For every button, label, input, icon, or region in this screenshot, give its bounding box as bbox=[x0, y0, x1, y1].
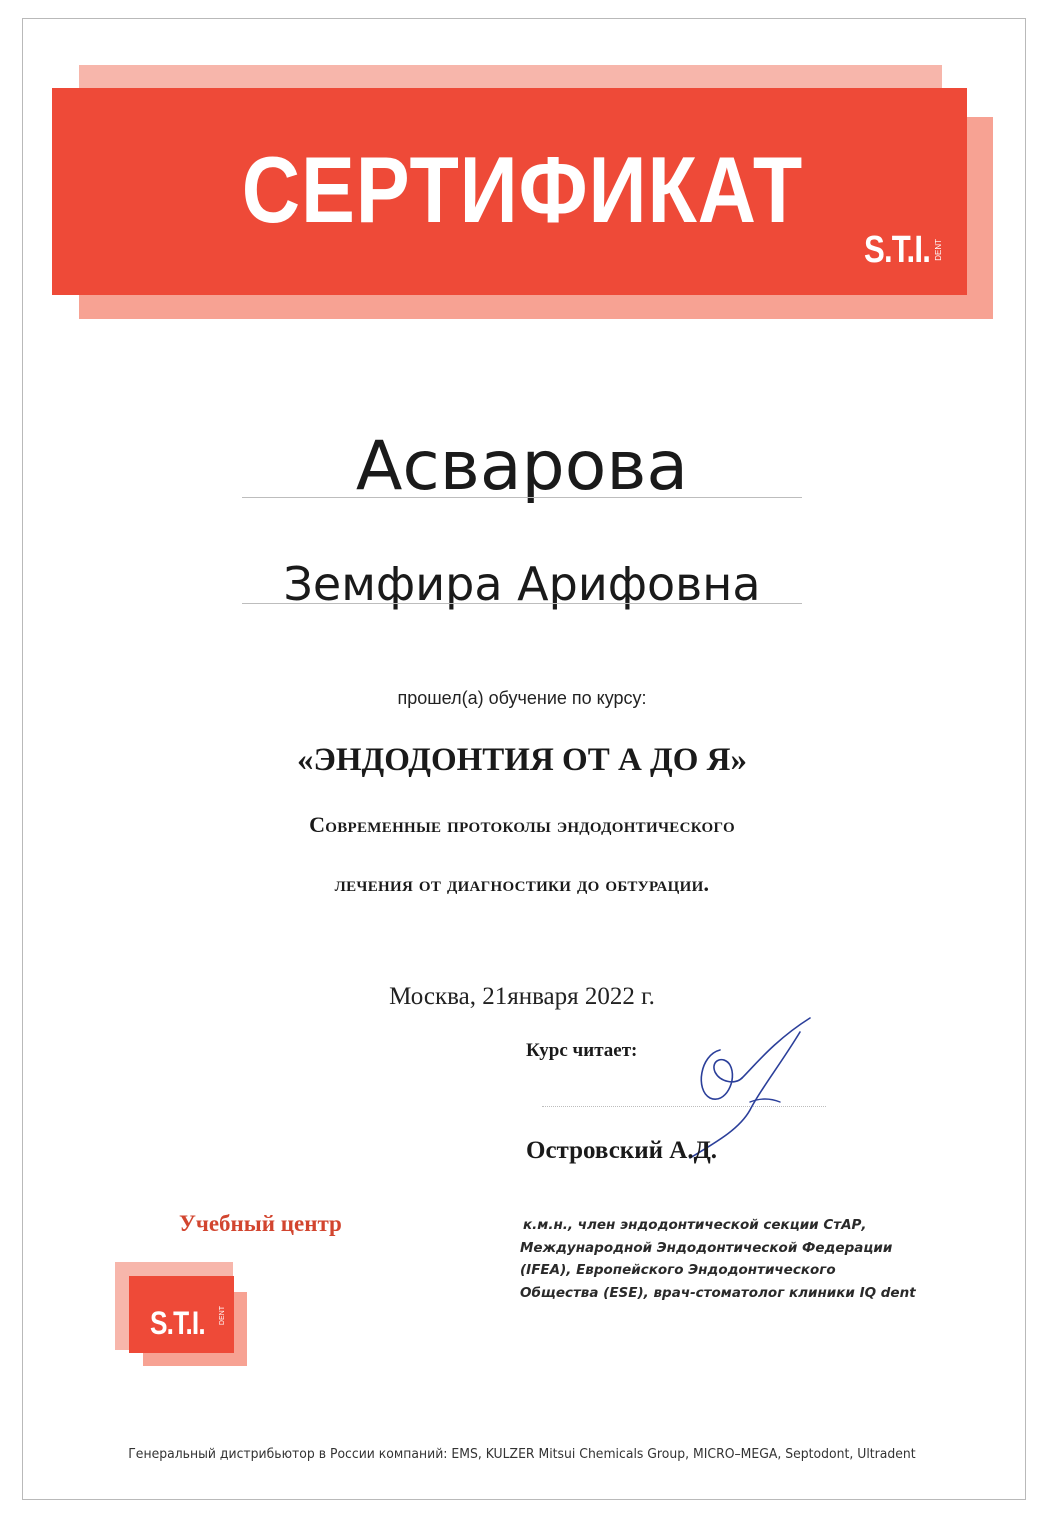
credentials-line: к.м.н., член эндодонтической секции СтАР, bbox=[523, 1217, 867, 1233]
sti-logo-header bbox=[864, 228, 943, 272]
credentials-line: Международной Эндодонтической Федерации bbox=[520, 1239, 893, 1256]
training-center-label: Учебный центр bbox=[179, 1211, 342, 1236]
lecturer-label: Курс читает: bbox=[526, 1040, 638, 1061]
given-names-underline bbox=[242, 603, 802, 604]
logo-text: S.T.I. bbox=[864, 229, 931, 271]
course-subtitle-line2 bbox=[0, 869, 1044, 899]
distributor-footer bbox=[0, 1444, 1044, 1464]
banner-shadow-bottom bbox=[79, 292, 993, 319]
recipient-surname: Асварова bbox=[355, 427, 689, 506]
course-title: «ЭНДОДОНТИЯ ОТ А ДО Я» bbox=[296, 742, 748, 778]
surname-underline bbox=[242, 497, 802, 498]
course-subtitle-line1 bbox=[0, 810, 1044, 840]
lecturer-credentials bbox=[520, 1214, 950, 1304]
course-subtitle-text: Современные протоколы эндодонтического bbox=[309, 812, 735, 837]
logo-sub: DENT bbox=[219, 1306, 226, 1326]
completion-intro: прошел(а) обучение по курсу: bbox=[397, 688, 647, 708]
logo-text: S.T.I. bbox=[150, 1305, 205, 1341]
certificate-title: СЕРТИФИКАТ bbox=[241, 137, 804, 242]
credentials-line: Общества (ESE), врач-стоматолог клиники IQ dent bbox=[520, 1284, 916, 1301]
credentials-line: (IFEA), Европейского Эндодонтического bbox=[520, 1262, 836, 1278]
lecturer-name: Островский А.Д. bbox=[526, 1137, 718, 1164]
course-subtitle-text: лечения от диагностики до обтурации. bbox=[334, 871, 710, 896]
place-and-date: Москва, 21января 2022 г. bbox=[389, 983, 655, 1010]
footer-text: Генеральный дистрибьютор в России компаний: EMS, KULZER Mitsui Chemicals Group, MICRO–MEGA, Septodont, Ultradent bbox=[128, 1446, 916, 1462]
recipient-given-names: Земфира Арифовна bbox=[283, 557, 761, 611]
logo-sub: DENT bbox=[933, 239, 943, 261]
